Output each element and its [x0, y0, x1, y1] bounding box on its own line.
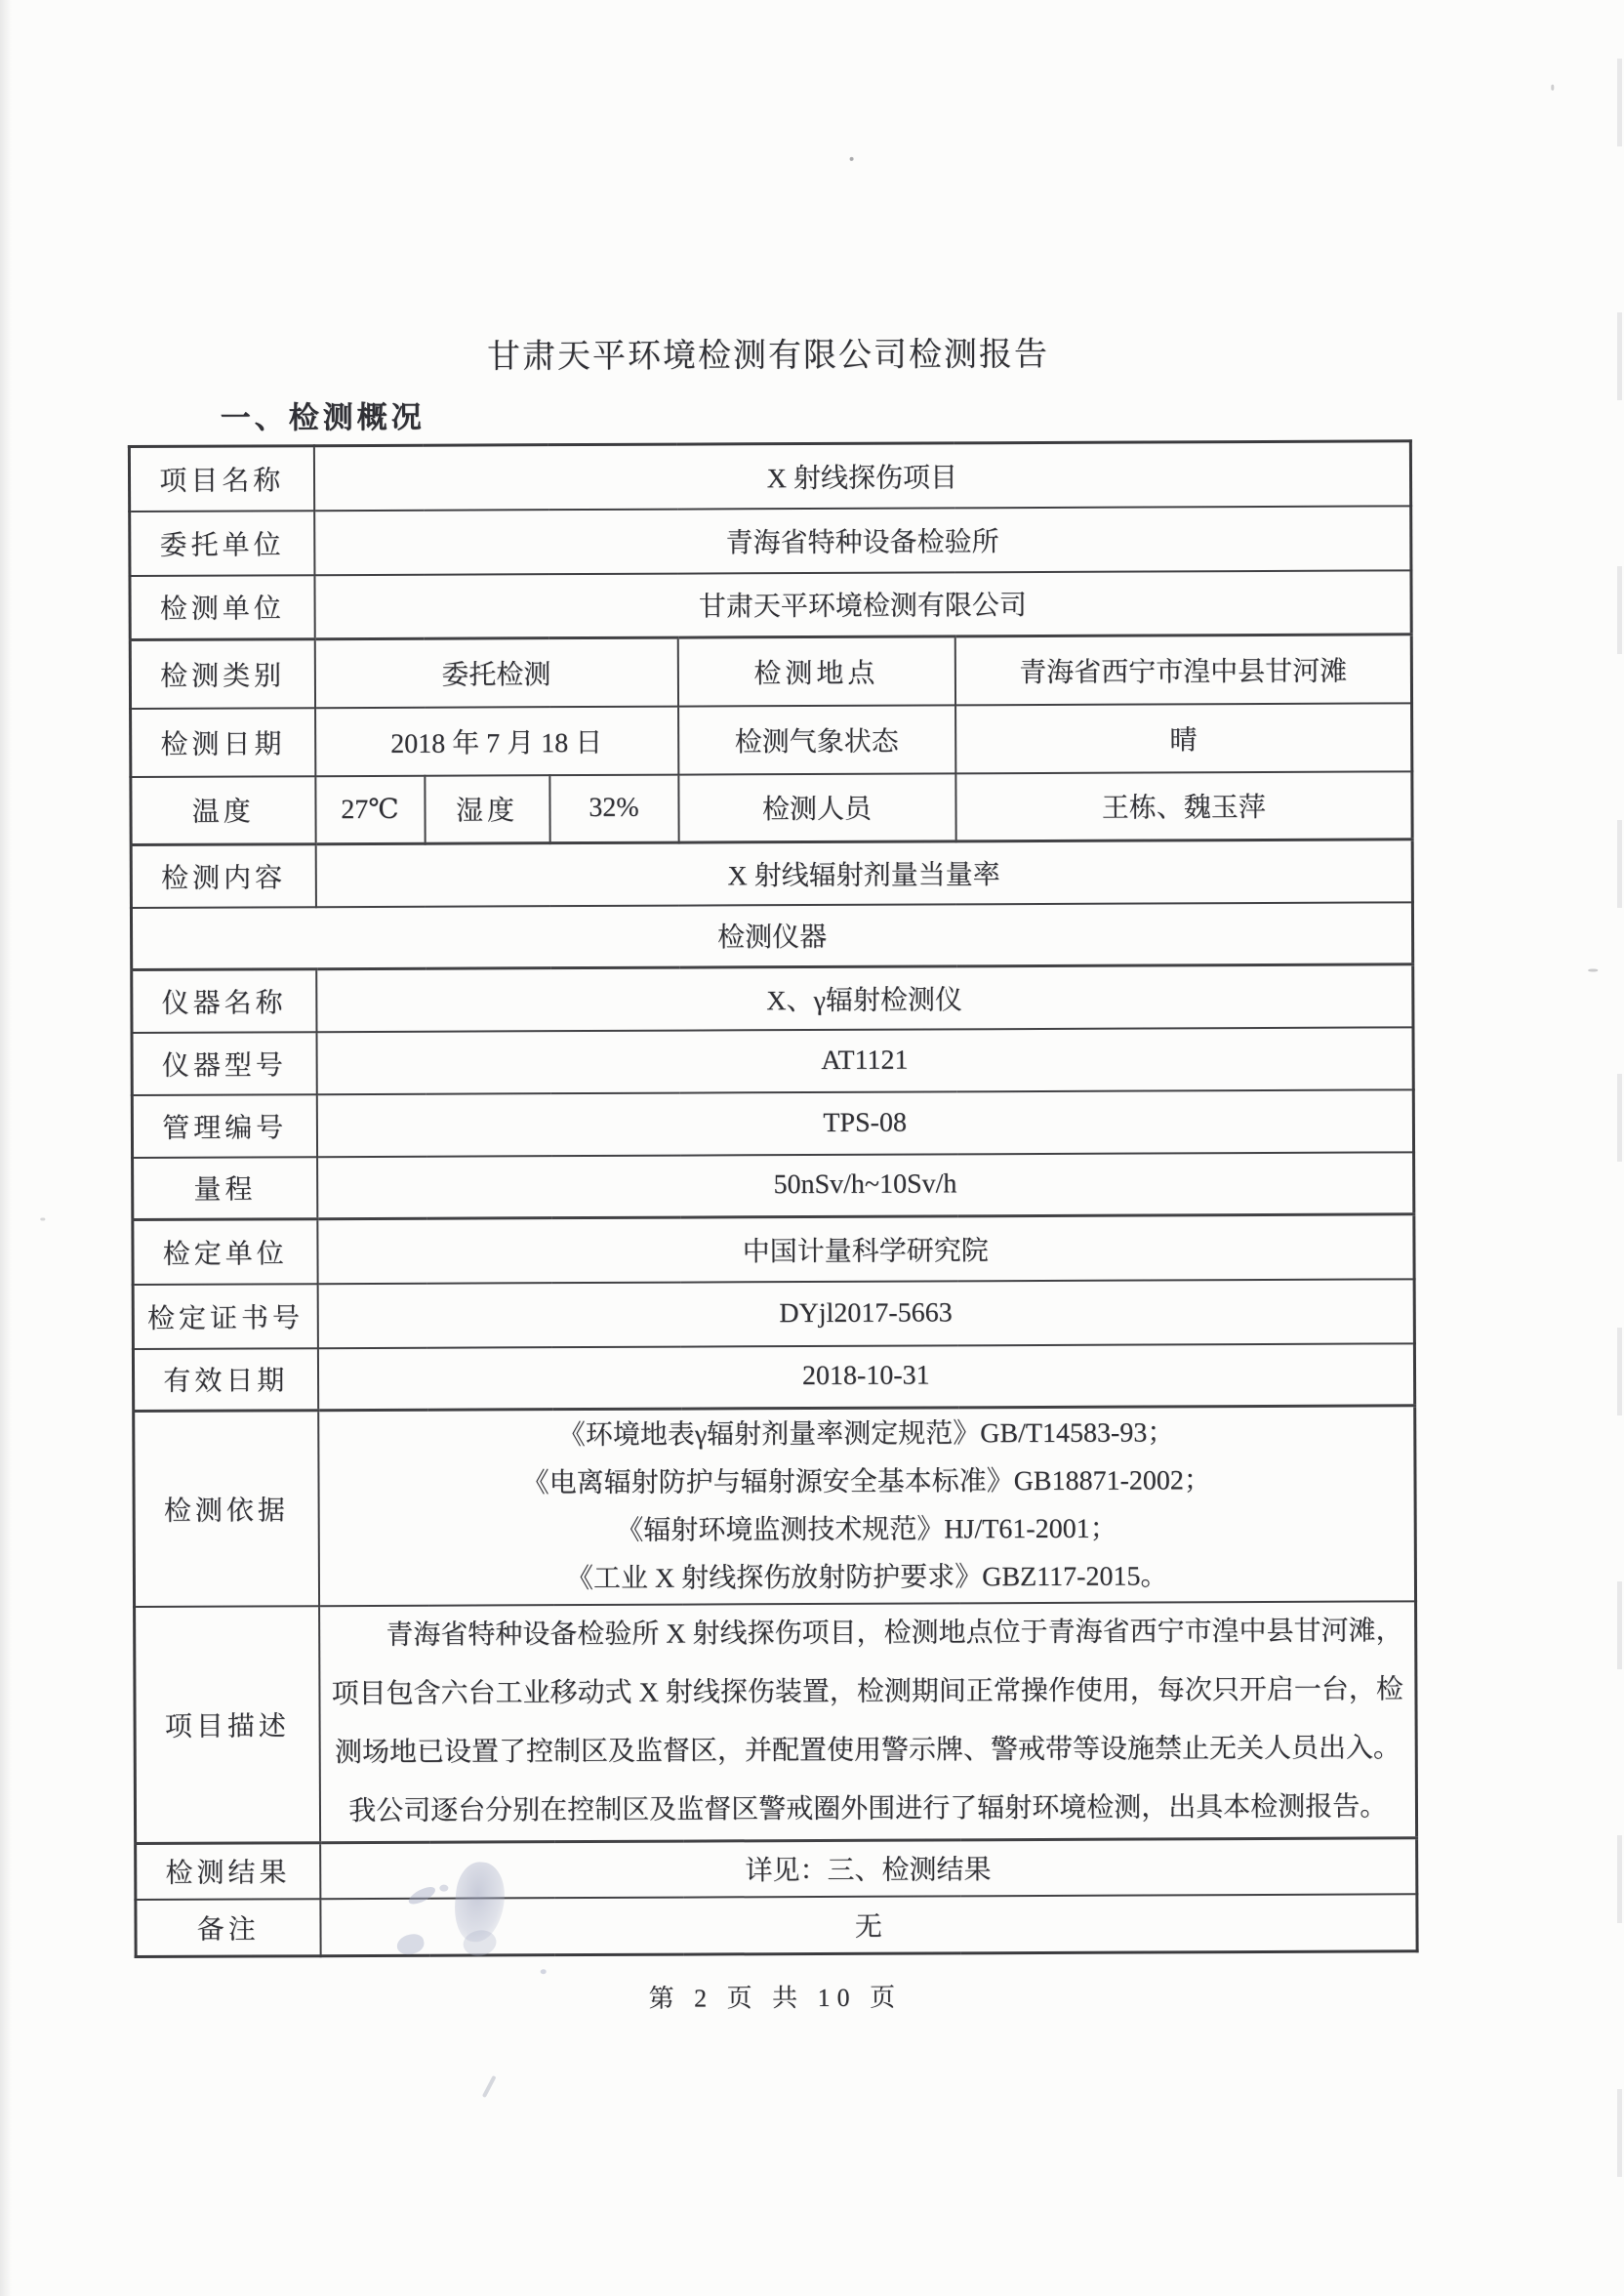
remark-value: 无 — [320, 1894, 1417, 1955]
row-date-weather — [131, 703, 1412, 777]
category-label: 检测类别 — [130, 639, 314, 709]
description-paragraph: 青海省特种设备检验所 X 射线探伤项目，检测地点位于青海省西宁市湟中县甘河滩，项目包含六台工业移动式 X 射线探伤装置，检测期间正常操作使用，每次只开启一台，检测场地已设置了控制区及监督区，并配置使用警示牌、警戒带等设施禁止无关人员出入。我公司逐台分别在控制区及监督区警戒圈外围进行了辐射环境检测，出具本检测报告。 — [331, 1615, 1403, 1826]
row-result — [136, 1837, 1417, 1900]
location-label: 检测地点 — [677, 636, 954, 706]
project-name-label: 项目名称 — [129, 446, 313, 512]
calibration-org-label: 检定单位 — [133, 1219, 317, 1285]
description-label: 项目描述 — [135, 1606, 320, 1843]
row-remark — [136, 1894, 1417, 1956]
range-label: 量程 — [133, 1157, 317, 1220]
overview-table — [128, 439, 1419, 1957]
row-certificate-no — [133, 1279, 1414, 1349]
basis-line: 《环境地表γ辐射剂量率测定规范》GB/T14583-93； — [557, 1417, 1175, 1451]
valid-until-label: 有效日期 — [133, 1348, 317, 1412]
ink-smudge-slash — [482, 2075, 497, 2098]
row-test-content — [131, 840, 1412, 908]
description-value — [319, 1601, 1417, 1842]
basis-value — [318, 1406, 1416, 1606]
row-range — [133, 1152, 1414, 1220]
temperature-label: 温度 — [131, 776, 315, 845]
project-name-value: X 射线探伤项目 — [313, 441, 1410, 511]
test-content-value: X 射线辐射剂量当量率 — [315, 840, 1412, 907]
instrument-model-label: 仪器型号 — [132, 1032, 316, 1095]
scan-speck — [850, 157, 854, 161]
section-heading: 一、检测概况 — [220, 399, 426, 435]
row-valid-until — [133, 1343, 1414, 1412]
basis-line: 《工业 X 射线探伤放射防护要求》GBZ117-2015。 — [565, 1561, 1168, 1594]
row-basis — [134, 1406, 1416, 1607]
instrument-model-value: AT1121 — [316, 1027, 1413, 1094]
range-value: 50nSv/h~10Sv/h — [317, 1152, 1414, 1219]
humidity-value: 32% — [549, 774, 678, 843]
basis-label: 检测依据 — [134, 1411, 319, 1607]
certificate-no-label: 检定证书号 — [133, 1284, 317, 1349]
row-category-location — [130, 635, 1411, 709]
certificate-no-value: DYjl2017-5663 — [317, 1279, 1414, 1348]
instrument-name-label: 仪器名称 — [132, 969, 316, 1033]
valid-until-value: 2018-10-31 — [317, 1343, 1414, 1411]
scan-speck — [1588, 968, 1598, 971]
basis-line: 《电离辐射防护与辐射源安全基本标准》GB18871-2002； — [521, 1464, 1211, 1499]
row-conditions-personnel — [131, 771, 1412, 845]
scan-speck — [1551, 85, 1554, 91]
row-testing-org — [130, 570, 1411, 640]
humidity-label: 湿度 — [425, 775, 549, 844]
row-instrument-model — [132, 1027, 1413, 1095]
client-value: 青海省特种设备检验所 — [314, 506, 1411, 575]
management-no-value: TPS-08 — [316, 1089, 1413, 1157]
row-description — [135, 1601, 1417, 1843]
weather-label: 检测气象状态 — [678, 705, 955, 774]
result-value: 详见：三、检测结果 — [320, 1837, 1417, 1899]
management-no-label: 管理编号 — [132, 1094, 316, 1158]
personnel-label: 检测人员 — [678, 773, 955, 842]
testing-org-label: 检测单位 — [130, 575, 314, 640]
category-value: 委托检测 — [314, 637, 677, 708]
temperature-value: 27℃ — [315, 775, 425, 843]
row-client — [130, 506, 1411, 576]
row-project-name — [129, 441, 1410, 512]
row-calibration-org — [133, 1214, 1414, 1285]
location-value: 青海省西宁市湟中县甘河滩 — [954, 635, 1411, 705]
result-label: 检测结果 — [136, 1842, 320, 1900]
test-content-label: 检测内容 — [131, 844, 315, 908]
instrument-section-header: 检测仪器 — [131, 902, 1412, 970]
date-value: 2018 年 7 月 18 日 — [315, 706, 678, 776]
page-footer: 第 2 页 共 10 页 — [648, 1983, 903, 2013]
basis-line: 《辐射环境监测技术规范》HJ/T61-2001； — [616, 1513, 1117, 1546]
client-label: 委托单位 — [130, 511, 314, 576]
personnel-value: 王栋、魏玉萍 — [955, 771, 1412, 841]
row-instrument-section — [131, 902, 1412, 970]
scan-speck — [40, 1217, 45, 1220]
testing-org-value: 甘肃天平环境检测有限公司 — [314, 570, 1411, 639]
row-instrument-name — [132, 964, 1413, 1033]
calibration-org-value: 中国计量科学研究院 — [317, 1214, 1414, 1284]
remark-label: 备注 — [136, 1899, 320, 1956]
weather-value: 晴 — [955, 703, 1412, 773]
row-management-no — [132, 1089, 1413, 1158]
date-label: 检测日期 — [131, 708, 315, 777]
report-title: 甘肃天平环境检测有限公司检测报告 — [486, 336, 1050, 376]
ink-smudge-speck — [541, 1969, 547, 1974]
instrument-name-value: X、γ辐射检测仪 — [316, 964, 1413, 1032]
